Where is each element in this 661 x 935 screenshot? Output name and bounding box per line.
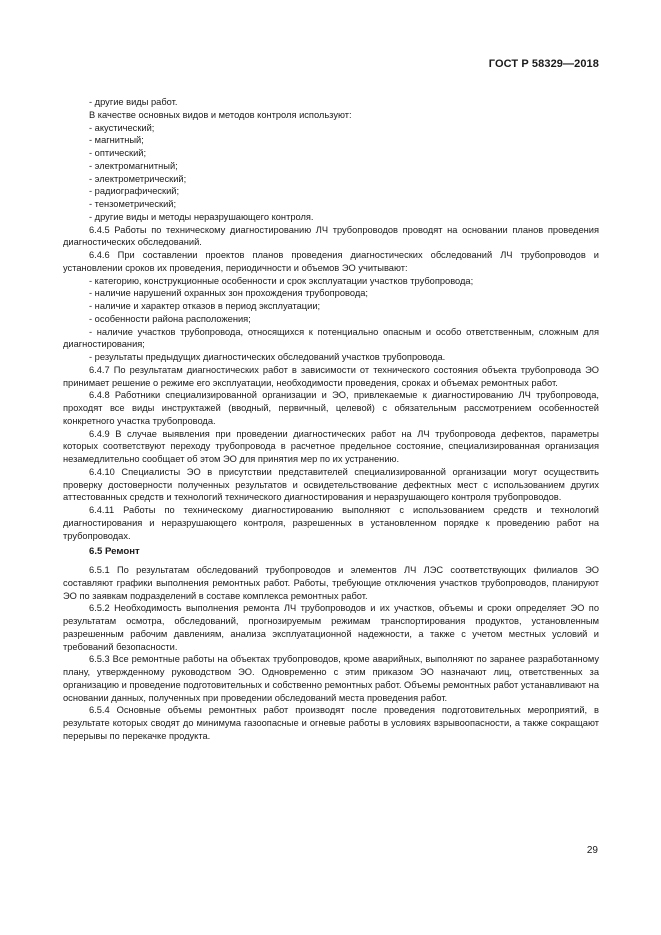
paragraph: 6.4.7 По результатам диагностических работ в зависимости от технического состояния объекта трубопровода ЭО принимает решение о режиме его эксплуатации, необходимости проведения, сроках и объемах ремонтных работ. — [63, 364, 599, 388]
list-item-wrapped: - наличие участков трубопровода, относящихся к потенциально опасным и особо ответственным, сложным для диагностирования; — [63, 326, 599, 350]
list-item: - оптический; — [89, 148, 147, 158]
paragraph: 6.4.9 В случае выявления при проведении диагностических работ на ЛЧ трубопровода дефектов, параметры которых соответствуют переходу трубопровода в расчетное предельное состояние, специализированная организация незамедлительно сообщает об этом ЭО для принятия мер по их устранению. — [63, 428, 599, 464]
section-heading: 6.5 Ремонт — [89, 546, 140, 558]
paragraph: 6.4.8 Работники специализированной организации и ЭО, привлекаемые к диагностированию ЛЧ трубопровода, проходят все виды инструктажей (вводный, первичный, целевой) с обязательным рассмотрением особенностей конкретного участка трубопровода. — [63, 390, 599, 426]
paragraph: 6.4.10 Специалисты ЭО в присутствии представителей специализированной организации могут осуществить проверку достоверности полученных результатов и освидетельствование дефектных мест с использованием других аттестованных средств и технологий технического диагностирования и неразрушающего контроля трубопроводов. — [63, 466, 599, 503]
list-item: - другие виды работ. — [89, 97, 178, 107]
standard-header: ГОСТ Р 58329—2018 — [488, 58, 599, 70]
list-item: - радиографический; — [89, 186, 180, 197]
list-item: - результаты предыдущих диагностических обследований участков трубопровода. — [89, 352, 446, 362]
paragraph: 6.5.1 По результатам обследований трубопроводов и элементов ЛЧ ЛЭС соответствующих филиалов ЭО составляют графики выполнения ремонтных работ. Работы, требующие отключения участков трубопроводов, планируют ЭО по заявкам подразделений в составе комплекса ремонтных работ. — [63, 565, 599, 601]
list-item: - электрометрический; — [89, 173, 187, 184]
list-item: - наличие и характер отказов в период эксплуатации; — [89, 301, 321, 311]
paragraph: 6.4.6 При составлении проектов планов проведения диагностических обследований ЛЧ трубопроводов и установлении сроков их проведения, периодичности и объемов ЭО учитывают: — [63, 250, 599, 273]
list-item: - тензометрический; — [89, 199, 177, 209]
paragraph: 6.5.2 Необходимость выполнения ремонта ЛЧ трубопроводов и их участков, объемы и сроки определяет ЭО по результатам осмотра, обследований, прогнозируемым режимам транспортирования продуктов, установленным разрешенным рабочим давлениям, анализа эксплуатационной надежности, а также с учетом местных условий и требований безопасности. — [63, 603, 599, 652]
paragraph: 6.5.4 Основные объемы ремонтных работ производят после проведения подготовительных мероприятий, в результате которых сводят до минимума газоопасные и огневые работы в условиях взрывоопасности, а также сокращают перерывы по перекачке продукта. — [63, 705, 599, 741]
list-item: - акустический; — [89, 122, 155, 133]
list-item: - другие виды и методы неразрушающего контроля. — [89, 211, 314, 222]
paragraph: 6.4.5 Работы по техническому диагностированию ЛЧ трубопроводов проводят на основании планов проведения диагностических обследований. — [63, 224, 599, 248]
document-body — [63, 96, 599, 743]
list-item: - магнитный; — [89, 135, 144, 146]
list-item: - категорию, конструкционные особенности и срок эксплуатации участков трубопровода; — [89, 275, 474, 286]
list-item: - электромагнитный; — [89, 160, 178, 171]
list-item: - особенности района расположения; — [89, 313, 251, 324]
page-number: 29 — [586, 845, 598, 856]
paragraph: 6.4.11 Работы по техническому диагностированию выполняют с использованием средств и технологий диагностирования и неразрушающего контроля, разрешенных в установленном порядке к проведению работ на трубопроводах. — [63, 505, 599, 541]
paragraph: В качестве основных видов и методов контроля используют: — [89, 109, 352, 120]
list-item: - наличие нарушений охранных зон прохождения трубопровода; — [89, 288, 368, 299]
paragraph: 6.5.3 Все ремонтные работы на объектах трубопроводов, кроме аварийных, выполняют по заранее разработанному плану, утвержденному руководством ЭО. Одновременно с этим приказом ЭО назначают лиц, ответственных за организацию и проведение подготовительных и собственно ремонтных работ. Объемы ремонтных работ устанавливают на основании данных, полученных при проведении обследований места проведения работ. — [63, 654, 599, 703]
